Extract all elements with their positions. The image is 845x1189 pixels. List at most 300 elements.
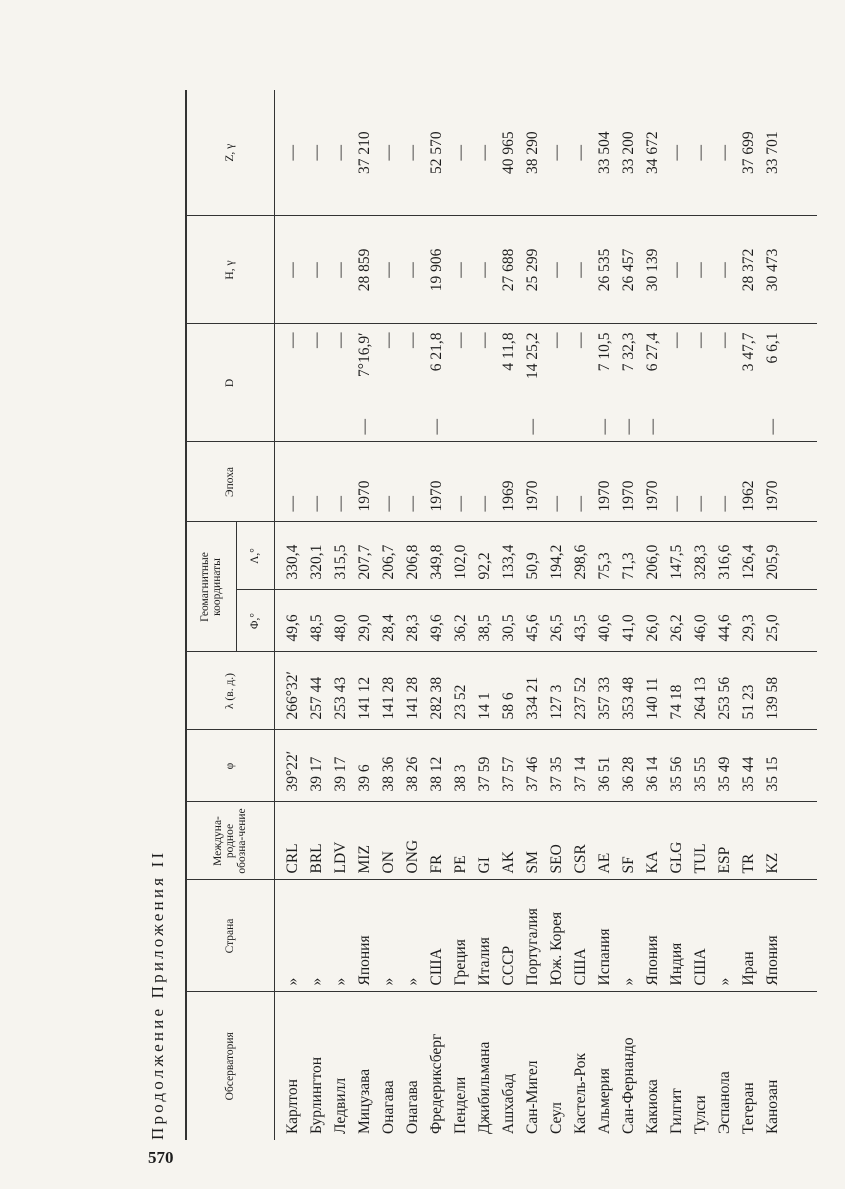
z-component-cell: — [545,90,569,216]
declination-cell [274,324,305,442]
code-cell: TR [737,802,761,880]
epoch-cell: — [377,442,401,522]
geo-latitude-cell: 49,6 [274,590,305,652]
header-code: Междуна-родное обозна-чение [186,802,274,880]
geo-longitude-cell: 315,5 [329,522,353,590]
geo-longitude-cell: 207,7 [353,522,377,590]
declination-cell [761,324,785,442]
table-filler [785,90,818,1140]
declination-cell [425,324,449,442]
table-row [689,90,713,1140]
country-cell: США [425,880,449,992]
geo-longitude-cell: 102,0 [449,522,473,590]
declination-cell [329,324,353,442]
header-lambda: λ (в. д.) [186,652,274,730]
h-component-cell: 27 688 [497,216,521,324]
header-h: H, γ [186,216,274,324]
geo-latitude-cell: 28,3 [401,590,425,652]
h-component-cell: — [305,216,329,324]
epoch-cell: 1970 [353,442,377,522]
geo-latitude-cell: 29,0 [353,590,377,652]
longitude-cell: 141 12 [353,652,377,730]
observatory-cell: Тулси [691,1095,709,1134]
country-cell: » [305,880,329,992]
geo-longitude-cell: 147,5 [665,522,689,590]
z-component-cell: 37 210 [353,90,377,216]
observatory-cell: Пендели [451,1076,469,1134]
geo-latitude-cell: 40,6 [593,590,617,652]
rotated-table-container [185,90,817,1140]
table-row [617,90,641,1140]
latitude-cell: 37 59 [473,730,497,802]
country-cell: США [689,880,713,992]
latitude-cell: 39 17 [305,730,329,802]
epoch-cell: — [473,442,497,522]
declination-value: 3 47,7 [739,332,757,372]
z-component-cell: — [689,90,713,216]
country-cell: СССР [497,880,521,992]
code-cell: ESP [713,802,737,880]
z-component-cell: — [274,90,305,216]
declination-cell [713,324,737,442]
longitude-cell: 266°32′ [274,652,305,730]
declination-value: — [451,332,469,348]
declination-value: — [571,332,589,348]
declination-sign: — [355,418,373,435]
epoch-cell: — [689,442,713,522]
table-row [521,90,545,1140]
table-row [449,90,473,1140]
observatory-cell: Кастель-Рок [571,1052,589,1134]
observatory-cell: Сан-Мигел [523,1060,541,1134]
epoch-cell: 1970 [593,442,617,522]
declination-cell [737,324,761,442]
filler-cell [785,992,818,1140]
geo-longitude-cell: 316,6 [713,522,737,590]
epoch-cell: — [329,442,353,522]
header-geo-phi: Φ,° [236,590,274,652]
country-cell: США [569,880,593,992]
epoch-cell: 1970 [425,442,449,522]
z-component-cell: 33 200 [617,90,641,216]
country-cell: Португалия [521,880,545,992]
longitude-cell: 237 52 [569,652,593,730]
observatory-cell: Фредериксберг [427,1033,445,1134]
declination-cell [593,324,617,442]
epoch-cell: — [305,442,329,522]
table-row [641,90,665,1140]
z-component-cell: 34 672 [641,90,665,216]
table-caption: Продолжение Приложения II [148,849,167,1140]
epoch-cell: — [713,442,737,522]
filler-cell [785,442,818,522]
header-observatory: Обсерватория [186,992,274,1140]
longitude-cell: 140 11 [641,652,665,730]
declination-value: 14 25,2 [523,332,541,379]
h-component-cell: — [473,216,497,324]
code-cell: FR [425,802,449,880]
observatory-cell: Сан-Фернандо [619,1037,637,1134]
table-row [425,90,449,1140]
filler-cell [785,324,818,442]
z-component-cell: — [377,90,401,216]
declination-value: 7 32,3 [619,332,637,372]
h-component-cell: 19 906 [425,216,449,324]
code-cell: CRL [274,802,305,880]
declination-value: 4 11,8 [499,332,517,371]
geo-longitude-cell: 50,9 [521,522,545,590]
declination-value: — [331,332,349,348]
declination-sign: — [427,418,445,435]
table-row [497,90,521,1140]
geo-longitude-cell: 71,3 [617,522,641,590]
longitude-cell: 257 44 [305,652,329,730]
geo-longitude-cell: 92,2 [473,522,497,590]
geo-longitude-cell: 206,8 [401,522,425,590]
declination-cell [569,324,593,442]
country-cell: Япония [353,880,377,992]
declination-cell [497,324,521,442]
epoch-cell: — [545,442,569,522]
filler-cell [785,522,818,590]
epoch-cell: — [665,442,689,522]
z-component-cell: 33 504 [593,90,617,216]
geo-latitude-cell: 26,0 [641,590,665,652]
h-component-cell: — [545,216,569,324]
z-component-cell: 33 701 [761,90,785,216]
table-row [401,90,425,1140]
h-component-cell: — [401,216,425,324]
geo-longitude-cell: 298,6 [569,522,593,590]
country-cell: Индия [665,880,689,992]
country-cell: » [274,880,305,992]
header-phi: φ [186,730,274,802]
page-number: 570 [148,1148,174,1167]
geo-latitude-cell: 45,6 [521,590,545,652]
latitude-cell: 37 57 [497,730,521,802]
table-row [665,90,689,1140]
observatory-cell: Карлтон [283,1079,301,1134]
longitude-cell: 264 13 [689,652,713,730]
latitude-cell: 37 46 [521,730,545,802]
longitude-cell: 14 1 [473,652,497,730]
h-component-cell: 28 859 [353,216,377,324]
table-row [593,90,617,1140]
table-row [353,90,377,1140]
observatory-cell: Ашхабад [499,1073,517,1134]
observatory-cell: Сеул [547,1102,565,1134]
z-component-cell: 52 570 [425,90,449,216]
filler-cell [785,802,818,880]
table-header [186,90,274,1140]
declination-cell [689,324,713,442]
declination-sign: — [523,418,541,435]
declination-cell [473,324,497,442]
longitude-cell: 357 33 [593,652,617,730]
declination-sign: — [763,418,781,435]
h-component-cell: — [713,216,737,324]
country-cell: Юж. Корея [545,880,569,992]
geo-latitude-cell: 48,5 [305,590,329,652]
geo-latitude-cell: 28,4 [377,590,401,652]
declination-value: — [667,332,685,348]
declination-value: — [379,332,397,348]
observatory-cell: Гилгит [667,1088,685,1134]
z-component-cell: — [329,90,353,216]
longitude-cell: 139 58 [761,652,785,730]
country-cell: » [329,880,353,992]
declination-cell [521,324,545,442]
country-cell: » [713,880,737,992]
declination-value: 6 21,8 [427,332,445,372]
declination-cell [617,324,641,442]
declination-cell [401,324,425,442]
code-cell: AE [593,802,617,880]
declination-sign: — [619,418,637,435]
latitude-cell: 39 6 [353,730,377,802]
latitude-cell: 37 14 [569,730,593,802]
epoch-cell: 1970 [521,442,545,522]
observatory-cell: Джибильмана [475,1041,493,1134]
geo-latitude-cell: 29,3 [737,590,761,652]
declination-value: 6 27,4 [643,332,661,372]
country-cell: » [377,880,401,992]
geo-latitude-cell: 26,5 [545,590,569,652]
observatory-cell: Ледвилл [331,1077,349,1134]
declination-cell [665,324,689,442]
country-cell: » [617,880,641,992]
country-cell: » [401,880,425,992]
table-row [569,90,593,1140]
z-component-cell: — [473,90,497,216]
code-cell: PE [449,802,473,880]
epoch-cell: — [569,442,593,522]
code-cell: BRL [305,802,329,880]
geo-longitude-cell: 328,3 [689,522,713,590]
geo-latitude-cell: 41,0 [617,590,641,652]
declination-cell [449,324,473,442]
header-epoch: Эпоха [186,442,274,522]
declination-cell [305,324,329,442]
header-country: Страна [186,880,274,992]
code-cell: ONG [401,802,425,880]
header-geomagnetic: Геомагнитные координаты [186,522,236,652]
observatory-cell: Эспанола [715,1071,733,1134]
geo-longitude-cell: 194,2 [545,522,569,590]
longitude-cell: 74 18 [665,652,689,730]
geo-longitude-cell: 205,9 [761,522,785,590]
latitude-cell: 35 15 [761,730,785,802]
header-z: Z, γ [186,90,274,216]
code-cell: ON [377,802,401,880]
code-cell: TUL [689,802,713,880]
observatory-table [185,90,817,1140]
declination-value: — [547,332,565,348]
h-component-cell: — [569,216,593,324]
table-row [713,90,737,1140]
geo-latitude-cell: 48,0 [329,590,353,652]
latitude-cell: 36 28 [617,730,641,802]
code-cell: GLG [665,802,689,880]
table-row [761,90,785,1140]
table-body [274,90,817,1140]
declination-cell [353,324,377,442]
latitude-cell: 35 49 [713,730,737,802]
declination-sign: — [595,418,613,435]
observatory-cell: Мицузава [355,1068,373,1134]
longitude-cell: 253 43 [329,652,353,730]
h-component-cell: — [377,216,401,324]
filler-cell [785,590,818,652]
geo-longitude-cell: 75,3 [593,522,617,590]
latitude-cell: 35 55 [689,730,713,802]
code-cell: LDV [329,802,353,880]
longitude-cell: 353 48 [617,652,641,730]
h-component-cell: 30 473 [761,216,785,324]
code-cell: AK [497,802,521,880]
filler-cell [785,652,818,730]
country-cell: Греция [449,880,473,992]
country-cell: Испания [593,880,617,992]
epoch-cell: — [449,442,473,522]
longitude-cell: 58 6 [497,652,521,730]
declination-value: 7 10,5 [595,332,613,372]
observatory-cell: Онагава [379,1080,397,1134]
epoch-cell: — [274,442,305,522]
longitude-cell: 141 28 [401,652,425,730]
epoch-cell: 1969 [497,442,521,522]
longitude-cell: 253 56 [713,652,737,730]
z-component-cell: — [665,90,689,216]
geo-longitude-cell: 320,1 [305,522,329,590]
z-component-cell: 37 699 [737,90,761,216]
z-component-cell: — [713,90,737,216]
h-component-cell: — [329,216,353,324]
code-cell: KA [641,802,665,880]
table-row [473,90,497,1140]
country-cell: Япония [641,880,665,992]
latitude-cell: 39 17 [329,730,353,802]
longitude-cell: 127 3 [545,652,569,730]
h-component-cell: — [449,216,473,324]
header-d: D [186,324,274,442]
latitude-cell: 37 35 [545,730,569,802]
code-cell: GI [473,802,497,880]
code-cell: SEO [545,802,569,880]
table-row [329,90,353,1140]
epoch-cell: — [401,442,425,522]
observatory-cell: Канозан [763,1079,781,1134]
table-row [377,90,401,1140]
z-component-cell: — [569,90,593,216]
latitude-cell: 38 26 [401,730,425,802]
declination-value: 6 6,1 [763,332,781,364]
z-component-cell: 40 965 [497,90,521,216]
geo-longitude-cell: 206,0 [641,522,665,590]
declination-value: 7°16,9′ [355,332,373,377]
latitude-cell: 38 36 [377,730,401,802]
declination-value: — [307,332,325,348]
table-row [545,90,569,1140]
table-row [274,90,305,1140]
epoch-cell: 1962 [737,442,761,522]
country-cell: Япония [761,880,785,992]
filler-cell [785,730,818,802]
header-geo-lambda: Λ,° [236,522,274,590]
geo-latitude-cell: 49,6 [425,590,449,652]
observatory-cell: Бурлингтон [307,1056,325,1134]
latitude-cell: 36 14 [641,730,665,802]
declination-cell [641,324,665,442]
longitude-cell: 51 23 [737,652,761,730]
latitude-cell: 39°22′ [274,730,305,802]
geo-longitude-cell: 126,4 [737,522,761,590]
geo-longitude-cell: 330,4 [274,522,305,590]
declination-value: — [283,332,301,348]
filler-cell [785,880,818,992]
z-component-cell: — [305,90,329,216]
observatory-cell: Онагава [403,1080,421,1134]
longitude-cell: 23 52 [449,652,473,730]
h-component-cell: 28 372 [737,216,761,324]
code-cell: SF [617,802,641,880]
observatory-cell: Какиока [643,1079,661,1134]
h-component-cell: 26 535 [593,216,617,324]
code-cell: MIZ [353,802,377,880]
z-component-cell: — [401,90,425,216]
geo-longitude-cell: 349,8 [425,522,449,590]
geo-latitude-cell: 30,5 [497,590,521,652]
geo-longitude-cell: 133,4 [497,522,521,590]
declination-cell [545,324,569,442]
filler-cell [785,216,818,324]
epoch-cell: 1970 [641,442,665,522]
observatory-cell: Тегеран [739,1082,757,1134]
declination-value: — [403,332,421,348]
longitude-cell: 334 21 [521,652,545,730]
geo-latitude-cell: 36,2 [449,590,473,652]
geo-latitude-cell: 25,0 [761,590,785,652]
observatory-cell: Альмерия [595,1068,613,1134]
geo-longitude-cell: 206,7 [377,522,401,590]
declination-value: — [715,332,733,348]
geo-latitude-cell: 44,6 [713,590,737,652]
declination-value: — [475,332,493,348]
country-cell: Италия [473,880,497,992]
z-component-cell: — [449,90,473,216]
latitude-cell: 35 44 [737,730,761,802]
declination-sign: — [643,418,661,435]
h-component-cell: 25 299 [521,216,545,324]
latitude-cell: 38 12 [425,730,449,802]
h-component-cell: — [665,216,689,324]
table-row [737,90,761,1140]
h-component-cell: 26 457 [617,216,641,324]
country-cell: Иран [737,880,761,992]
h-component-cell: — [274,216,305,324]
longitude-cell: 282 38 [425,652,449,730]
z-component-cell: 38 290 [521,90,545,216]
epoch-cell: 1970 [617,442,641,522]
declination-cell [377,324,401,442]
declination-value: — [691,332,709,348]
longitude-cell: 141 28 [377,652,401,730]
code-cell: CSR [569,802,593,880]
latitude-cell: 35 56 [665,730,689,802]
code-cell: KZ [761,802,785,880]
latitude-cell: 36 51 [593,730,617,802]
table-row [305,90,329,1140]
